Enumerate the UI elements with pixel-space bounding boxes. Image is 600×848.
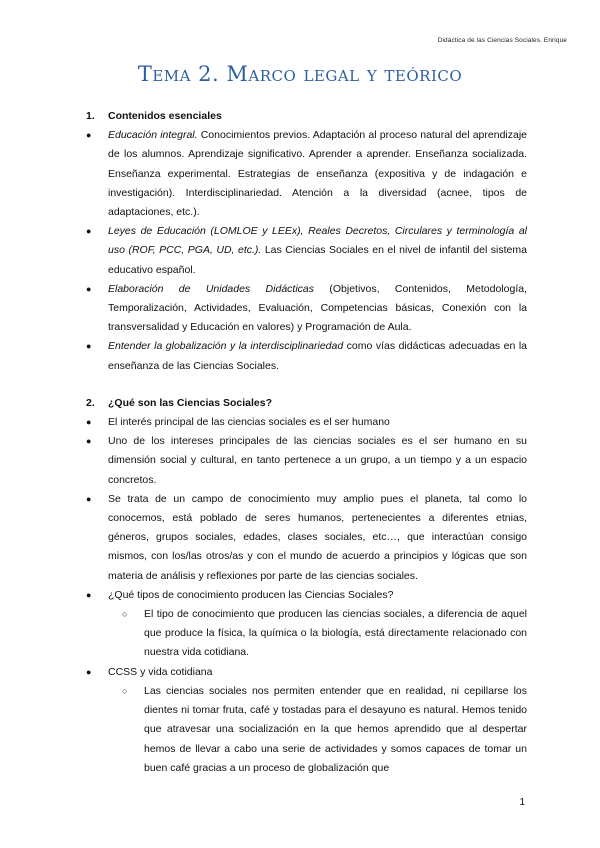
bullet: ●	[86, 493, 92, 504]
list-item	[86, 663, 527, 682]
bullet: ●	[86, 417, 92, 428]
item-text: Se trata de un campo de conocimiento muy amplio pues el planeta, tal como lo conocemos, está poblado de seres humanos, pertenecientes a diferentes etnias, géneros, grupos sociales, edades, clases sociales, etc…, que interactúan consigo mismos, con los/las otros/as y con el mundo de acuerdo a principios y lógicas que son materia de análisis y reflexiones por parte de las ciencias sociales.	[108, 492, 527, 582]
section-heading	[86, 394, 527, 413]
item-text: como vías didácticas adecuadas en la enseñanza de las Ciencias Sociales.	[108, 340, 527, 372]
item-text: Las Ciencias Sociales en el nivel de infantil del sistema educativo español.	[108, 244, 527, 276]
item-text: El interés principal de las ciencias sociales es el ser humano	[108, 416, 390, 429]
list-item	[86, 280, 527, 338]
bullet: ●	[86, 130, 92, 141]
list-item	[86, 222, 527, 280]
section-heading	[86, 107, 527, 126]
item-text: Conocimientos previos. Adaptación al proceso natural del aprendizaje de los alumnos. Aprendizaje significativo. Aprender a aprender. Enseñanza socializada. Enseñanza experimental. Estrategias de enseñanza (expositiva y de indagación e investigación). Interdisciplinariedad. Atención a la diversidad (acnee, tipos de adaptaciones, etc.).	[108, 129, 527, 219]
item-emphasis: Educación integral.	[108, 129, 198, 142]
item-emphasis: Leyes de Educación (LOMLOE y LEEx), Reales Decretos, Circulares y terminología al uso (ROF, PCC, PGA, UD, etc.).	[108, 225, 527, 257]
item-emphasis: Elaboración de Unidades Didácticas	[108, 282, 314, 295]
item-text: (Objetivos, Contenidos, Metodología, Temporalización, Actividades, Evaluación, Competencias básicas, Conexión con la transversalidad y Educación en valores) y Programación de Aula.	[108, 282, 527, 334]
list-item	[86, 432, 527, 490]
list-item	[86, 586, 527, 605]
list-item	[86, 337, 527, 375]
bullet: ●	[86, 589, 92, 600]
page-number: 1	[519, 797, 525, 808]
section-title: ¿Qué son las Ciencias Sociales?	[108, 396, 272, 409]
page-header: Didáctica de las Ciencias Sociales. Enrique	[437, 37, 567, 44]
page-title: Tema 2. Marco legal y teórico	[137, 62, 463, 86]
bullet: ●	[86, 283, 92, 294]
section-number: 1.	[86, 110, 95, 122]
item-emphasis: Entender la globalización y la interdisciplinariedad	[108, 340, 344, 353]
item-text: CCSS y vida cotidiana	[108, 665, 213, 678]
sub-list-item	[86, 682, 527, 778]
sub-bullet: ○	[122, 609, 128, 620]
bullet: ●	[86, 436, 92, 447]
bullet: ●	[86, 666, 92, 677]
sub-list-item	[86, 605, 527, 663]
item-text: Uno de los intereses principales de las ciencias sociales es el ser humano en su dimensión social y cultural, en tanto pertenece a un grupo, a un tiempo y a un espacio concretos.	[108, 435, 527, 486]
list-item	[86, 126, 527, 222]
section-number: 2.	[86, 396, 95, 409]
bullet: ●	[86, 341, 92, 352]
section-title: Contenidos esenciales	[108, 110, 222, 122]
bullet: ●	[86, 226, 92, 237]
sub-bullet: ○	[122, 685, 128, 696]
list-item	[86, 413, 527, 432]
item-text: ¿Qué tipos de conocimiento producen las Ciencias Sociales?	[108, 588, 394, 601]
document-body	[86, 107, 527, 778]
list-item	[86, 490, 527, 586]
item-text: Las ciencias sociales nos permiten entender que en realidad, ni cepillarse los dientes ni tomar fruta, café y tostadas para el desayuno es natural. Hemos tenido que atravesar una socialización en la que hemos aprendido que al despertar hemos de llevar a cabo una serie de actividades y somos capaces de tomar un buen café gracias a un proceso de globalización que	[144, 684, 527, 774]
item-text: El tipo de conocimiento que producen las ciencias sociales, a diferencia de aquel que produce la física, la química o la biología, está directamente relacionado con nuestra vida cotidiana.	[144, 608, 527, 659]
